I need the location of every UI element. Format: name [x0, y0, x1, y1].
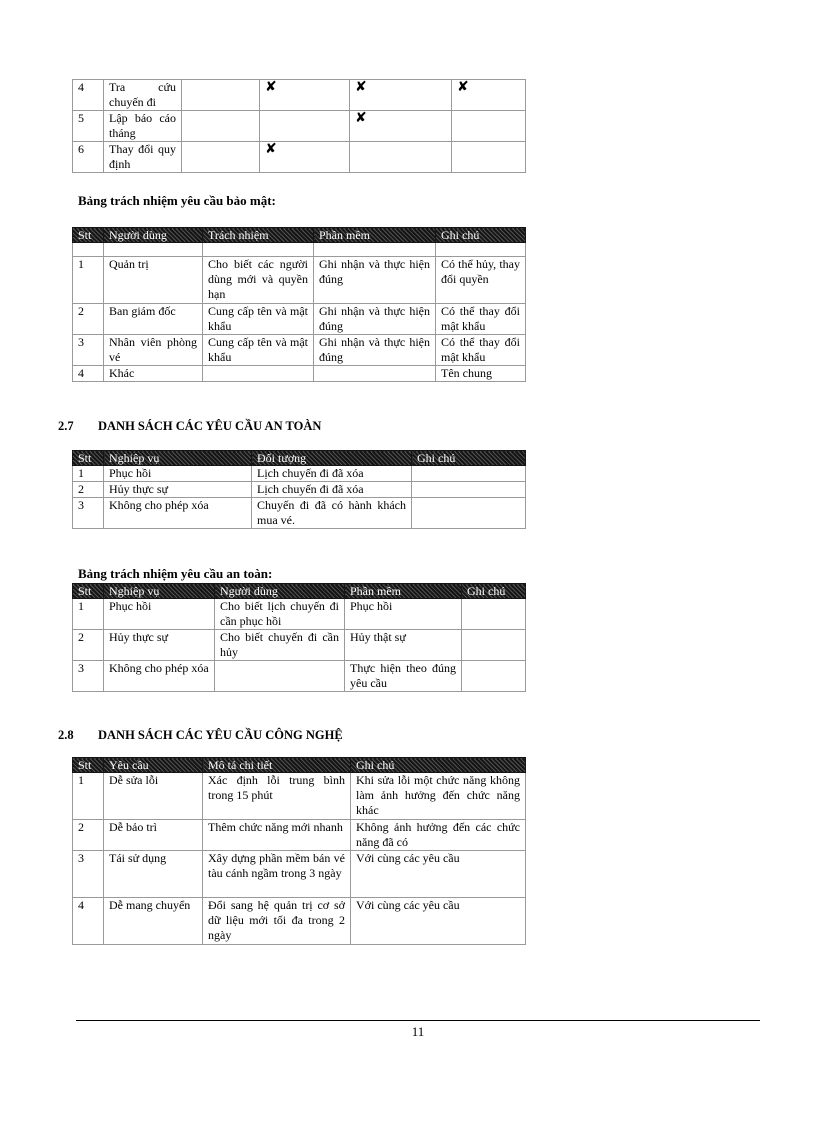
- table-row: [73, 851, 526, 898]
- object-cell: Chuyến đi đã có hành khách mua vé.: [252, 498, 412, 529]
- x-mark: [452, 111, 526, 142]
- user-cell: Khác: [104, 366, 203, 382]
- feature-cell: Tra cứu chuyến đi: [104, 80, 182, 111]
- note-cell: Với cùng các yêu cầu: [351, 898, 526, 945]
- user-cell: [215, 661, 345, 692]
- note-cell: Có thể hủy, thay đổi quyền: [436, 257, 526, 304]
- table-row: [73, 366, 526, 382]
- x-mark: [182, 142, 260, 173]
- column-header: Người dùng: [104, 228, 203, 243]
- column-header: Nghiệp vụ: [104, 451, 252, 466]
- stt-cell: 1: [73, 466, 104, 482]
- software-cell: [314, 366, 436, 382]
- table-header-row: [73, 584, 526, 599]
- note-cell: [412, 466, 526, 482]
- section-title: DANH SÁCH CÁC YÊU CẦU CÔNG NGHỆ: [98, 728, 343, 742]
- section-heading-2-8: [58, 728, 343, 744]
- column-header: Mô tả chi tiết: [203, 758, 351, 773]
- stt-cell: 2: [73, 482, 104, 498]
- table-row: [73, 80, 526, 111]
- note-cell: Khi sửa lỗi một chức năng không làm ảnh hưởng đến chức năng khác: [351, 773, 526, 820]
- task-cell: Hủy thực sự: [104, 482, 252, 498]
- stt-cell: 5: [73, 111, 104, 142]
- software-cell: Hủy thật sự: [345, 630, 462, 661]
- table-row: [73, 599, 526, 630]
- x-mark: [182, 80, 260, 111]
- column-header: Ghi chú: [462, 584, 526, 599]
- column-header: Ghi chú: [436, 228, 526, 243]
- x-mark: [452, 142, 526, 173]
- column-header: Đối tượng: [252, 451, 412, 466]
- column-header: Phần mềm: [345, 584, 462, 599]
- stt-cell: 3: [73, 851, 104, 898]
- user-cell: Cho biết chuyến đi cần hủy: [215, 630, 345, 661]
- table-row: [73, 111, 526, 142]
- table-row: [73, 820, 526, 851]
- section-heading-2-7: [58, 419, 321, 435]
- x-mark: ✘: [260, 80, 350, 111]
- table-header-row: [73, 451, 526, 466]
- security-responsibility-table: [72, 227, 526, 382]
- description-cell: Đổi sang hệ quản trị cơ sở dữ liệu mới tối đa trong 2 ngày: [203, 898, 351, 945]
- user-cell: Quản trị: [104, 257, 203, 304]
- responsibility-cell: Cung cấp tên và mật khẩu: [203, 335, 314, 366]
- x-mark: [260, 111, 350, 142]
- feature-cell: Thay đổi quy định: [104, 142, 182, 173]
- x-mark: ✘: [350, 111, 452, 142]
- description-cell: Thêm chức năng mới nhanh: [203, 820, 351, 851]
- user-cell: Ban giám đốc: [104, 304, 203, 335]
- stt-cell: 2: [73, 820, 104, 851]
- column-header: Nghiệp vụ: [104, 584, 215, 599]
- note-cell: Với cùng các yêu cầu: [351, 851, 526, 898]
- x-mark: [182, 111, 260, 142]
- note-cell: [462, 599, 526, 630]
- stt-cell: 1: [73, 599, 104, 630]
- user-cell: Nhân viên phòng vé: [104, 335, 203, 366]
- table-row: [73, 630, 526, 661]
- stt-cell: 3: [73, 498, 104, 529]
- table-row: [73, 898, 526, 945]
- requirement-cell: Dễ sửa lỗi: [104, 773, 203, 820]
- object-cell: Lịch chuyến đi đã xóa: [252, 466, 412, 482]
- note-cell: Có thể thay đổi mật khẩu: [436, 304, 526, 335]
- column-header: Ghi chú: [412, 451, 526, 466]
- note-cell: [462, 630, 526, 661]
- feature-cell: Lập báo cáo tháng: [104, 111, 182, 142]
- table-row: [73, 257, 526, 304]
- description-cell: Xây dựng phần mềm bán vé tàu cánh ngầm trong 3 ngày: [203, 851, 351, 898]
- x-mark: ✘: [260, 142, 350, 173]
- table-header-row: [73, 758, 526, 773]
- software-cell: Ghi nhận và thực hiện đúng: [314, 335, 436, 366]
- stt-cell: 1: [73, 257, 104, 304]
- object-cell: Lịch chuyến đi đã xóa: [252, 482, 412, 498]
- stt-cell: 4: [73, 898, 104, 945]
- table-row: [73, 466, 526, 482]
- requirement-cell: Dễ bảo trì: [104, 820, 203, 851]
- note-cell: Có thể thay đổi mật khẩu: [436, 335, 526, 366]
- table-row: [73, 142, 526, 173]
- x-mark: ✘: [452, 80, 526, 111]
- software-cell: Thực hiện theo đúng yêu cầu: [345, 661, 462, 692]
- column-header: Stt: [73, 584, 104, 599]
- table-spacer-row: [73, 243, 526, 257]
- software-cell: Ghi nhận và thực hiện đúng: [314, 257, 436, 304]
- table-row: [73, 661, 526, 692]
- column-header: Người dùng: [215, 584, 345, 599]
- safety-responsibility-table: [72, 583, 526, 692]
- stt-cell: 3: [73, 335, 104, 366]
- note-cell: Không ảnh hưởng đến các chức năng đã có: [351, 820, 526, 851]
- note-cell: [462, 661, 526, 692]
- column-header: Stt: [73, 228, 104, 243]
- table-row: [73, 482, 526, 498]
- page-number: 11: [411, 1024, 425, 1039]
- task-cell: Không cho phép xóa: [104, 498, 252, 529]
- requirement-cell: Tái sử dụng: [104, 851, 203, 898]
- stt-cell: 1: [73, 773, 104, 820]
- table-row: [73, 335, 526, 366]
- column-header: Stt: [73, 758, 104, 773]
- permissions-table-continued: [72, 79, 526, 173]
- x-mark: [350, 142, 452, 173]
- technology-requirements-table: [72, 757, 526, 945]
- column-header: Yêu cầu: [104, 758, 203, 773]
- stt-cell: 4: [73, 80, 104, 111]
- section-number: 2.7: [58, 419, 74, 433]
- section-number: 2.8: [58, 728, 74, 742]
- security-table-caption: Bảng trách nhiệm yêu cầu bảo mật:: [78, 193, 276, 208]
- stt-cell: 2: [73, 630, 104, 661]
- column-header: Phần mềm: [314, 228, 436, 243]
- stt-cell: 6: [73, 142, 104, 173]
- responsibility-cell: Cho biết các người dùng mới và quyền hạn: [203, 257, 314, 304]
- requirement-cell: Dễ mang chuyển: [104, 898, 203, 945]
- task-cell: Phục hồi: [104, 466, 252, 482]
- safety-requirements-table: [72, 450, 526, 529]
- section-title: DANH SÁCH CÁC YÊU CẦU AN TOÀN: [98, 419, 322, 433]
- table-header-row: [73, 228, 526, 243]
- table-row: [73, 773, 526, 820]
- responsibility-cell: Cung cấp tên và mật khẩu: [203, 304, 314, 335]
- software-cell: Ghi nhận và thực hiện đúng: [314, 304, 436, 335]
- note-cell: Tên chung: [436, 366, 526, 382]
- stt-cell: 4: [73, 366, 104, 382]
- stt-cell: 2: [73, 304, 104, 335]
- task-cell: Phục hồi: [104, 599, 215, 630]
- user-cell: Cho biết lịch chuyến đi cần phục hồi: [215, 599, 345, 630]
- footer-divider: [76, 1020, 760, 1021]
- table-row: [73, 304, 526, 335]
- responsibility-cell: [203, 366, 314, 382]
- stt-cell: 3: [73, 661, 104, 692]
- software-cell: Phục hồi: [345, 599, 462, 630]
- note-cell: [412, 482, 526, 498]
- x-mark: ✘: [350, 80, 452, 111]
- description-cell: Xác định lỗi trung bình trong 15 phút: [203, 773, 351, 820]
- column-header: Trách nhiệm: [203, 228, 314, 243]
- task-cell: Không cho phép xóa: [104, 661, 215, 692]
- task-cell: Hủy thực sự: [104, 630, 215, 661]
- note-cell: [412, 498, 526, 529]
- safety-table-caption: Bảng trách nhiệm yêu cầu an toàn:: [78, 566, 273, 581]
- column-header: Ghi chú: [351, 758, 526, 773]
- table-row: [73, 498, 526, 529]
- column-header: Stt: [73, 451, 104, 466]
